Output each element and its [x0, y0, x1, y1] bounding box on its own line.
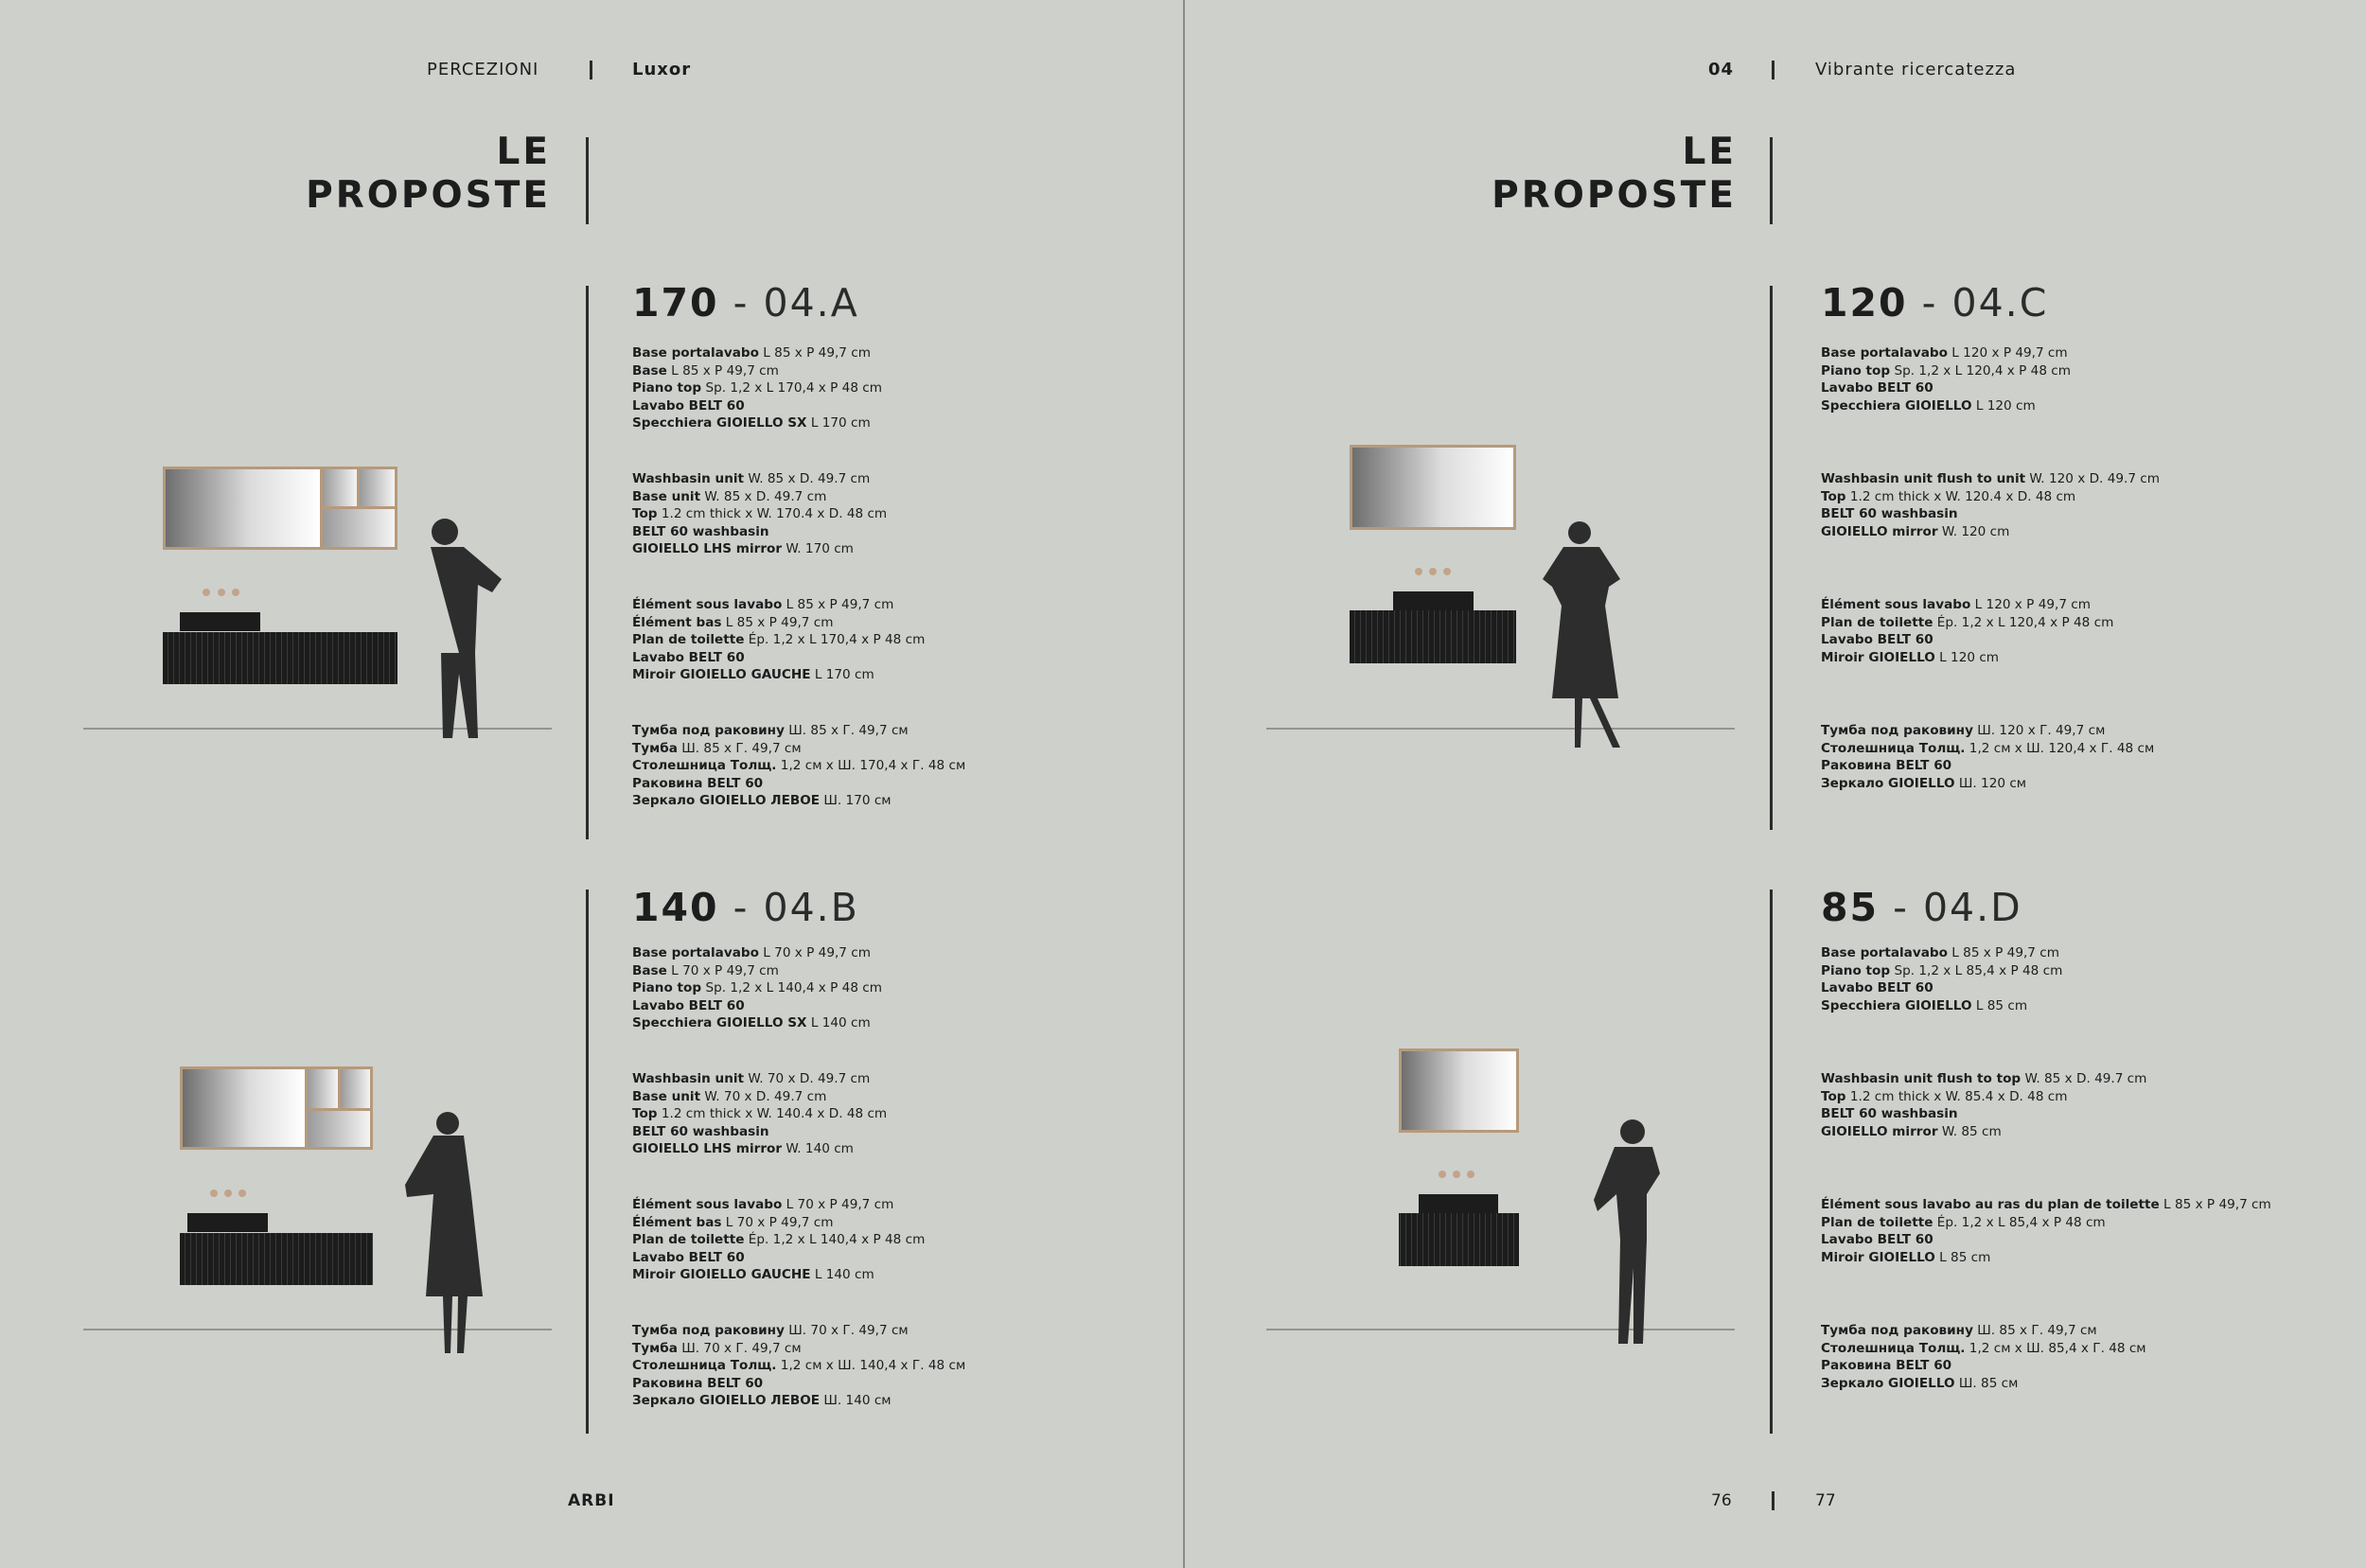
- header-subtitle: Vibrante ricercatezza: [1815, 60, 2017, 79]
- mirror-panel: [308, 1069, 338, 1108]
- mirror-main: [183, 1069, 305, 1147]
- faucet-handle: [1415, 568, 1422, 575]
- mirror-frame: [180, 1066, 373, 1150]
- page-title: LE PROPOSTE: [1492, 131, 1737, 217]
- mirror-panel: [360, 469, 395, 506]
- spec-block: Тумба под раковину Ш. 120 x Г. 49,7 см Столешница Толщ. 1,2 см x Ш. 120,4 x Г. 48 см Раковина BELT 60 Зеркало GIOIELLO Ш. 120 см: [1821, 723, 2155, 791]
- mirror-panel: [323, 469, 357, 506]
- illustration-170: [83, 467, 552, 738]
- spec-block: Washbasin unit flush to unit W. 120 x D. 49.7 cm Top 1.2 cm thick x W. 120.4 x D. 48 cm BELT 60 washbasin GIOIELLO mirror W. 120 cm: [1821, 471, 2161, 539]
- section-bar: [586, 286, 589, 839]
- spec-block: Élément sous lavabo au ras du plan de toilette L 85 x P 49,7 cm Plan de toilette Ép. 1,2 x L 85,4 x P 48 cm Lavabo BELT 60 Miroir GIOIELLO L 85 cm: [1821, 1197, 2271, 1265]
- section-bar: [586, 890, 589, 1434]
- footer-divider: [1772, 1491, 1774, 1510]
- man-figure: [1594, 1119, 1660, 1344]
- section-bar: [1770, 286, 1773, 830]
- mirror-main: [1352, 448, 1513, 527]
- mirror-frame: [163, 467, 397, 550]
- illustration-140: [83, 1066, 552, 1353]
- washbasin: [1419, 1194, 1498, 1213]
- spec-block: Base portalavabo L 70 x P 49,7 cm Base L 70 x P 49,7 cm Piano top Sp. 1,2 x L 140,4 x P 48 cm Lavabo BELT 60 Specchiera GIOIELLO SX L 140 cm: [632, 945, 883, 1031]
- man-figure: [431, 519, 502, 738]
- spec-block: Élément sous lavabo L 120 x P 49,7 cm Plan de toilette Ép. 1,2 x L 120,4 x P 48 cm Lavabo BELT 60 Miroir GIOIELLO L 120 cm: [1821, 597, 2114, 665]
- illustration-85: [1266, 1048, 1735, 1344]
- mirror-panel: [308, 1111, 370, 1147]
- faucet-spout: [1453, 1171, 1460, 1178]
- section-bar: [1770, 890, 1773, 1434]
- illustration-120: [1266, 445, 1735, 748]
- cabinet: [180, 1233, 373, 1285]
- spec-block: Тумба под раковину Ш. 85 x Г. 49,7 см Тумба Ш. 85 x Г. 49,7 см Столешница Толщ. 1,2 см x Ш. 170,4 x Г. 48 см Раковина BELT 60 Зеркало GIOIELLO ЛЕВОЕ Ш. 170 см: [632, 723, 966, 809]
- cabinet: [163, 632, 397, 684]
- mirror-main: [166, 469, 320, 547]
- spec-block: Washbasin unit W. 85 x D. 49.7 cm Base unit W. 85 x D. 49.7 cm Top 1.2 cm thick x W. 170.4 x D. 48 cm BELT 60 washbasin GIOIELLO LHS mirror W. 170 cm: [632, 471, 888, 557]
- page-number-right: 77: [1815, 1491, 1836, 1510]
- mirror-main: [1402, 1051, 1516, 1130]
- cabinet: [1399, 1213, 1519, 1266]
- mirror-frame: [1399, 1048, 1519, 1133]
- page-title: LE PROPOSTE: [306, 131, 551, 217]
- spec-block: Тумба под раковину Ш. 85 x Г. 49,7 см Столешница Толщ. 1,2 см x Ш. 85,4 x Г. 48 см Раковина BELT 60 Зеркало GIOIELLO Ш. 85 см: [1821, 1323, 2146, 1391]
- faucet-handle: [238, 1189, 246, 1197]
- spec-block: Élément sous lavabo L 70 x P 49,7 cm Élément bas L 70 x P 49,7 cm Plan de toilette Ép. 1,2 x L 140,4 x P 48 cm Lavabo BELT 60 Miroir GIOIELLO GAUCHE L 140 cm: [632, 1197, 926, 1283]
- title-bar: [586, 137, 589, 224]
- cabinet: [1350, 610, 1516, 663]
- faucet-handle: [203, 589, 210, 596]
- proposal-code: 120 - 04.C: [1821, 280, 2049, 326]
- title-bar: [1770, 137, 1773, 224]
- woman-figure: [405, 1112, 483, 1353]
- proposal-code: 85 - 04.D: [1821, 885, 2022, 930]
- spec-block: Base portalavabo L 120 x P 49,7 cm Piano top Sp. 1,2 x L 120,4 x P 48 cm Lavabo BELT 60 Specchiera GIOIELLO L 120 cm: [1821, 345, 2072, 414]
- spec-block: Washbasin unit flush to top W. 85 x D. 49.7 cm Top 1.2 cm thick x W. 85.4 x D. 48 cm BELT 60 washbasin GIOIELLO mirror W. 85 cm: [1821, 1071, 2147, 1139]
- spec-block: Base portalavabo L 85 x P 49,7 cm Base L 85 x P 49,7 cm Piano top Sp. 1,2 x L 170,4 x P 48 cm Lavabo BELT 60 Specchiera GIOIELLO SX L 170 cm: [632, 345, 883, 432]
- proposal-code: 170 - 04.A: [632, 280, 859, 326]
- faucet-spout: [218, 589, 225, 596]
- page-number-left: 76: [1711, 1491, 1732, 1510]
- washbasin: [180, 612, 260, 631]
- faucet-handle: [1443, 568, 1451, 575]
- faucet-handle: [1467, 1171, 1474, 1178]
- washbasin: [1393, 591, 1474, 610]
- spec-block: Washbasin unit W. 70 x D. 49.7 cm Base unit W. 70 x D. 49.7 cm Top 1.2 cm thick x W. 140.4 x D. 48 cm BELT 60 washbasin GIOIELLO LHS mirror W. 140 cm: [632, 1071, 888, 1157]
- proposal-code: 140 - 04.B: [632, 885, 859, 930]
- faucet-handle: [210, 1189, 218, 1197]
- mirror-panel: [341, 1069, 370, 1108]
- header-section: PERCEZIONI: [427, 60, 539, 79]
- washbasin: [187, 1213, 268, 1232]
- mirror-frame: [1350, 445, 1516, 530]
- faucet-spout: [224, 1189, 232, 1197]
- header-divider: [590, 61, 592, 79]
- footer-brand: ARBI: [568, 1491, 615, 1510]
- faucet-handle: [232, 589, 239, 596]
- spec-block: Base portalavabo L 85 x P 49,7 cm Piano top Sp. 1,2 x L 85,4 x P 48 cm Lavabo BELT 60 Specchiera GIOIELLO L 85 cm: [1821, 945, 2063, 1013]
- spec-block: Élément sous lavabo L 85 x P 49,7 cm Élément bas L 85 x P 49,7 cm Plan de toilette Ép. 1,2 x L 170,4 x P 48 cm Lavabo BELT 60 Miroir GIOIELLO GAUCHE L 170 cm: [632, 597, 926, 683]
- woman-figure: [1543, 521, 1620, 748]
- page-spine: [1183, 0, 1185, 1568]
- mirror-panel: [323, 509, 395, 547]
- faucet-spout: [1429, 568, 1437, 575]
- header-divider: [1772, 61, 1774, 79]
- header-product: Luxor: [632, 60, 692, 79]
- faucet-handle: [1439, 1171, 1446, 1178]
- spec-block: Тумба под раковину Ш. 70 x Г. 49,7 см Тумба Ш. 70 x Г. 49,7 см Столешница Толщ. 1,2 см x Ш. 140,4 x Г. 48 см Раковина BELT 60 Зеркало GIOIELLO ЛЕВОЕ Ш. 140 см: [632, 1323, 966, 1409]
- header-number: 04: [1708, 60, 1735, 79]
